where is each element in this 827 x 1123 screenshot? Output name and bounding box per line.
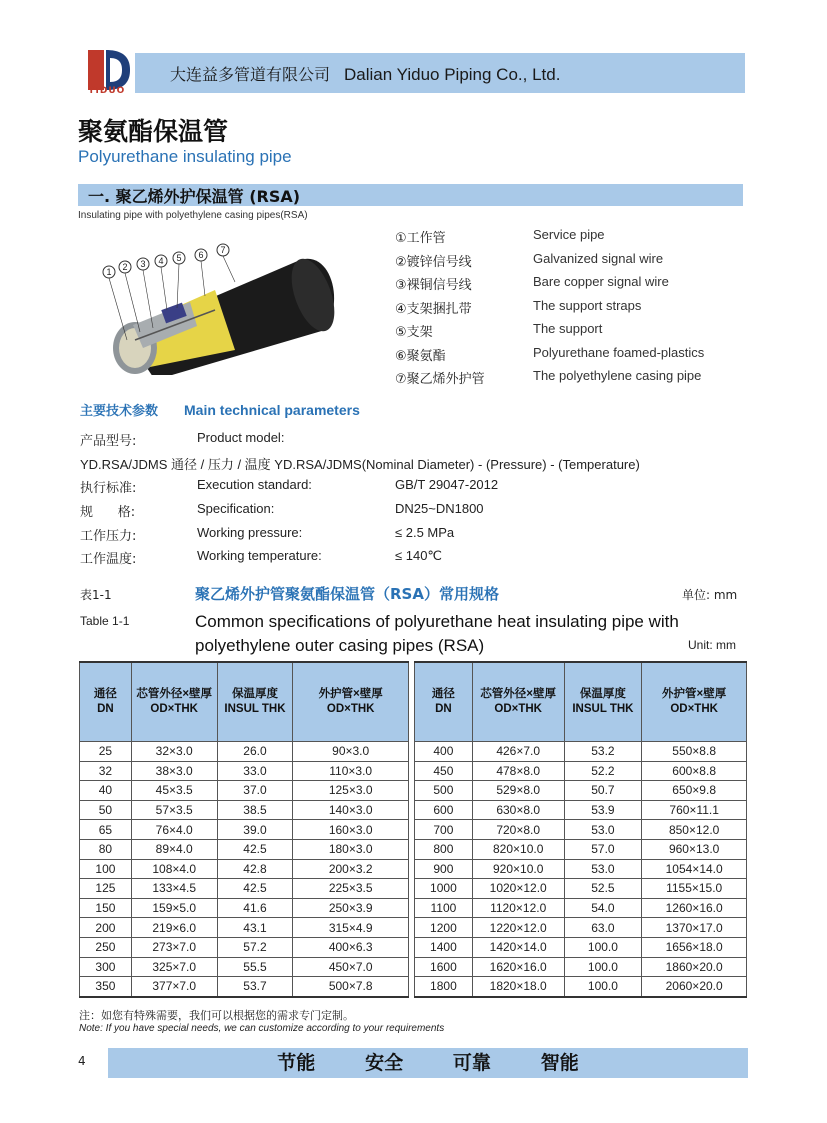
component-cn: ④支架捆扎带 (395, 301, 472, 317)
table-cell: 250×3.9 (293, 898, 409, 918)
table-cell: 32×3.0 (131, 742, 217, 762)
table-cell: 53.2 (564, 742, 642, 762)
param-label-en: Specification: (197, 501, 275, 516)
table-cell: 900 (415, 859, 473, 879)
component-row (395, 249, 755, 273)
table-cell: 110×3.0 (293, 761, 409, 781)
component-en: Service pipe (533, 227, 605, 242)
component-row (395, 319, 755, 343)
table-cell: 32 (80, 761, 132, 781)
page-title-cn: 聚氨酯保温管 (78, 117, 229, 146)
params-heading-cn: 主要技术参数 (80, 404, 159, 419)
param-value: ≤ 140℃ (395, 548, 443, 563)
table-cell: 400×6.3 (293, 937, 409, 957)
spec-table-right-body (415, 742, 747, 997)
table-id-en: Table 1-1 (80, 614, 130, 628)
header-casing-od (293, 662, 409, 742)
table-cell: 1200 (415, 918, 473, 938)
component-row (395, 272, 755, 296)
table-cell: 26.0 (217, 742, 293, 762)
component-en: The polyethylene casing pipe (533, 368, 702, 383)
table-cell: 800 (415, 839, 473, 859)
table-cell: 54.0 (564, 898, 642, 918)
table-cell: 1800 (415, 977, 473, 997)
table-row (80, 800, 409, 820)
table-cell: 325×7.0 (131, 957, 217, 977)
table-cell: 100 (80, 859, 132, 879)
table-cell: 600×8.8 (642, 761, 747, 781)
header-en: DN (435, 703, 452, 715)
table-cell: 50.7 (564, 781, 642, 801)
header-casing-od (642, 662, 747, 742)
table-cell: 1620×16.0 (472, 957, 564, 977)
table-cell: 700 (415, 820, 473, 840)
header-en: INSUL THK (572, 703, 634, 715)
component-cn: ⑥聚氨酯 (395, 348, 446, 364)
component-en: Bare copper signal wire (533, 274, 669, 289)
unit-en: Unit: mm (688, 638, 736, 652)
page-title-en: Polyurethane insulating pipe (78, 147, 292, 166)
table-cell: 57.2 (217, 937, 293, 957)
table-cell: 820×10.0 (472, 839, 564, 859)
table-row (80, 781, 409, 801)
company-name-cn: 大连益多管道有限公司 (170, 65, 331, 84)
table-row (80, 859, 409, 879)
table-row (415, 898, 747, 918)
header-insul (564, 662, 642, 742)
unit-cn: 单位: mm (682, 588, 738, 602)
header-cn: 通径 (431, 688, 455, 700)
table-cell: 33.0 (217, 761, 293, 781)
table-cell: 600 (415, 800, 473, 820)
table-row (415, 820, 747, 840)
page-number: 4 (78, 1054, 86, 1068)
table-cell: 125×3.0 (293, 781, 409, 801)
table-cell: 180×3.0 (293, 839, 409, 859)
header-core-od (131, 662, 217, 742)
table-cell: 2060×20.0 (642, 977, 747, 997)
table-cell: 37.0 (217, 781, 293, 801)
spec-table-right (414, 661, 747, 998)
table-cell: 273×7.0 (131, 937, 217, 957)
table-row (80, 898, 409, 918)
table-cell: 1656×18.0 (642, 937, 747, 957)
table-cell: 478×8.0 (472, 761, 564, 781)
component-en: The support straps (533, 297, 642, 313)
table-cell: 350 (80, 977, 132, 997)
table-header-row (415, 662, 747, 742)
table-row (80, 977, 409, 997)
table-cell: 1860×20.0 (642, 957, 747, 977)
table-row (415, 742, 747, 762)
logo-text: YIDUO (88, 86, 126, 96)
table-cell: 400 (415, 742, 473, 762)
table-row (80, 937, 409, 957)
param-value: ≤ 2.5 MPa (395, 525, 455, 540)
spec-table-left (79, 661, 409, 998)
table-row (415, 977, 747, 997)
table-header-row (80, 662, 409, 742)
component-cn: ①工作管 (395, 231, 446, 246)
table-row (415, 800, 747, 820)
table-cell: 100.0 (564, 977, 642, 997)
callout-4: 4 (158, 256, 164, 266)
component-cn: ②镀锌信号线 (395, 254, 472, 270)
table-cell: 450 (415, 761, 473, 781)
header-dn (415, 662, 473, 742)
table-cell: 53.0 (564, 859, 642, 879)
param-label-en: Working pressure: (197, 525, 303, 540)
table-cell: 42.8 (217, 859, 293, 879)
table-cell: 500×7.8 (293, 977, 409, 997)
component-row (395, 366, 755, 390)
component-cn: ⑦聚乙烯外护管 (395, 372, 485, 387)
table-cell: 57×3.5 (131, 800, 217, 820)
table-cell: 100.0 (564, 957, 642, 977)
header-cn: 外护管×壁厚 (318, 688, 383, 700)
header-en: OD×THK (670, 703, 718, 715)
table-cell: 850×12.0 (642, 820, 747, 840)
param-label-en: Working temperature: (197, 548, 322, 563)
table-row (415, 839, 747, 859)
table-cell: 200 (80, 918, 132, 938)
table-cell: 42.5 (217, 879, 293, 899)
table-cell: 63.0 (564, 918, 642, 938)
header-cn: 芯管外径×壁厚 (136, 688, 213, 700)
callout-6: 6 (198, 250, 204, 260)
table-cell: 720×8.0 (472, 820, 564, 840)
company-name (170, 62, 560, 85)
spec-table-left-body (80, 742, 409, 997)
table-cell: 38.5 (217, 800, 293, 820)
callout-2: 2 (122, 262, 128, 272)
table-cell: 150 (80, 898, 132, 918)
table-row (80, 839, 409, 859)
table-cell: 1000 (415, 879, 473, 899)
table-cell: 45×3.5 (131, 781, 217, 801)
params-heading (80, 400, 360, 419)
table-cell: 300 (80, 957, 132, 977)
table-cell: 100.0 (564, 937, 642, 957)
param-value: DN25~DN1800 (395, 501, 484, 516)
table-title-en: Common specifications of polyurethane heat insulating pipe with polyethylene outer casing pipes (RSA) (195, 612, 679, 655)
table-cell: 90×3.0 (293, 742, 409, 762)
table-cell: 377×7.0 (131, 977, 217, 997)
table-cell: 65 (80, 820, 132, 840)
table-cell: 1260×16.0 (642, 898, 747, 918)
header-cn: 保温厚度 (231, 688, 278, 700)
model-label-cn: 产品型号: (80, 434, 137, 449)
table-cell: 1100 (415, 898, 473, 918)
pipe-cross-section-image (95, 240, 345, 375)
header-en: OD×THK (494, 703, 542, 715)
table-cell: 43.1 (217, 918, 293, 938)
param-label-cn: 执行标准: (80, 481, 137, 496)
header-en: OD×THK (326, 703, 375, 715)
header-cn: 通径 (93, 688, 117, 700)
company-name-en: Dalian Yiduo Piping Co., Ltd. (344, 65, 561, 84)
table-cell: 920×10.0 (472, 859, 564, 879)
table-cell: 80 (80, 839, 132, 859)
section-subtitle: Insulating pipe with polyethylene casing pipes(RSA) (78, 210, 308, 221)
table-cell: 39.0 (217, 820, 293, 840)
table-cell: 52.2 (564, 761, 642, 781)
header-en: DN (97, 703, 114, 715)
params-heading-en: Main technical parameters (184, 402, 360, 418)
table-row (80, 742, 409, 762)
callout-1: 1 (106, 267, 112, 277)
table-cell: 133×4.5 (131, 879, 217, 899)
header-cn: 芯管外径×壁厚 (480, 688, 557, 700)
table-cell: 108×4.0 (131, 859, 217, 879)
param-label-cn: 工作压力: (80, 529, 137, 544)
table-cell: 160×3.0 (293, 820, 409, 840)
table-row (80, 957, 409, 977)
table-cell: 53.9 (564, 800, 642, 820)
table-cell: 760×11.1 (642, 800, 747, 820)
header-en: OD×THK (150, 703, 198, 715)
table-cell: 25 (80, 742, 132, 762)
table-cell: 1220×12.0 (472, 918, 564, 938)
component-en: The support (533, 321, 603, 336)
table-cell: 200×3.2 (293, 859, 409, 879)
component-cn: ⑤支架 (395, 325, 433, 340)
callout-3: 3 (140, 259, 146, 269)
table-cell: 55.5 (217, 957, 293, 977)
component-row (395, 343, 755, 367)
footer-slogan: 节能 安全 可靠 智能 (277, 1052, 579, 1074)
table-id-cn: 表1-1 (80, 588, 112, 602)
param-label-cn: 规 格: (80, 505, 136, 520)
table-row (80, 761, 409, 781)
component-row (395, 225, 755, 249)
table-cell: 53.0 (564, 820, 642, 840)
table-row (80, 879, 409, 899)
table-cell: 529×8.0 (472, 781, 564, 801)
table-row (415, 781, 747, 801)
component-en: Galvanized signal wire (533, 250, 664, 266)
callout-7: 7 (220, 245, 226, 255)
param-value: GB/T 29047-2012 (395, 477, 499, 492)
header-cn: 保温厚度 (579, 688, 626, 700)
table-cell: 1820×18.0 (472, 977, 564, 997)
table-cell: 500 (415, 781, 473, 801)
table-cell: 1600 (415, 957, 473, 977)
table-cell: 225×3.5 (293, 879, 409, 899)
components-list (395, 225, 755, 390)
header-cn: 外护管×壁厚 (662, 688, 727, 700)
model-line: YD.RSA/JDMS 通径 / 压力 / 温度 YD.RSA/JDMS(Nominal Diameter) - (Pressure) - (Temperature) (80, 457, 640, 472)
table-cell: 1120×12.0 (472, 898, 564, 918)
table-cell: 40 (80, 781, 132, 801)
table-cell: 140×3.0 (293, 800, 409, 820)
table-cell: 52.5 (564, 879, 642, 899)
header-dn (80, 662, 132, 742)
table-cell: 42.5 (217, 839, 293, 859)
param-label-en: Execution standard: (197, 477, 312, 492)
table-row (415, 918, 747, 938)
table-cell: 76×4.0 (131, 820, 217, 840)
note-en: Note: If you have special needs, we can customize according to your requirements (79, 1023, 445, 1034)
component-cn: ③裸铜信号线 (395, 278, 472, 293)
table-cell: 1370×17.0 (642, 918, 747, 938)
table-row (415, 957, 747, 977)
table-row (415, 937, 747, 957)
table-cell: 57.0 (564, 839, 642, 859)
table-cell: 550×8.8 (642, 742, 747, 762)
table-cell: 38×3.0 (131, 761, 217, 781)
table-cell: 250 (80, 937, 132, 957)
table-cell: 450×7.0 (293, 957, 409, 977)
model-label-en: Product model: (197, 430, 285, 445)
table-cell: 1155×15.0 (642, 879, 747, 899)
callout-5: 5 (176, 253, 182, 263)
component-row (395, 296, 755, 320)
table-cell: 219×6.0 (131, 918, 217, 938)
header-core-od (472, 662, 564, 742)
header-en: INSUL THK (224, 703, 286, 715)
note-cn: 注：如您有特殊需要，我们可以根据您的需求专门定制。 (79, 1009, 354, 1022)
table-cell: 1400 (415, 937, 473, 957)
table-cell: 1420×14.0 (472, 937, 564, 957)
table-title-cn: 聚乙烯外护管聚氨酯保温管（RSA）常用规格 (195, 585, 499, 603)
param-label-cn: 工作温度: (80, 552, 137, 567)
table-cell: 50 (80, 800, 132, 820)
table-cell: 41.6 (217, 898, 293, 918)
table-row (415, 879, 747, 899)
table-cell: 960×13.0 (642, 839, 747, 859)
table-cell: 1054×14.0 (642, 859, 747, 879)
table-cell: 125 (80, 879, 132, 899)
table-cell: 426×7.0 (472, 742, 564, 762)
table-row (415, 761, 747, 781)
table-cell: 650×9.8 (642, 781, 747, 801)
table-cell: 1020×12.0 (472, 879, 564, 899)
table-cell: 315×4.9 (293, 918, 409, 938)
table-row (415, 859, 747, 879)
table-row (80, 918, 409, 938)
table-row (80, 820, 409, 840)
component-en: Polyurethane foamed-plastics (533, 344, 705, 360)
section-title: 一. 聚乙烯外护保温管 (RSA) (88, 187, 301, 206)
header-insul (217, 662, 293, 742)
table-cell: 630×8.0 (472, 800, 564, 820)
table-cell: 159×5.0 (131, 898, 217, 918)
table-cell: 89×4.0 (131, 839, 217, 859)
table-cell: 53.7 (217, 977, 293, 997)
